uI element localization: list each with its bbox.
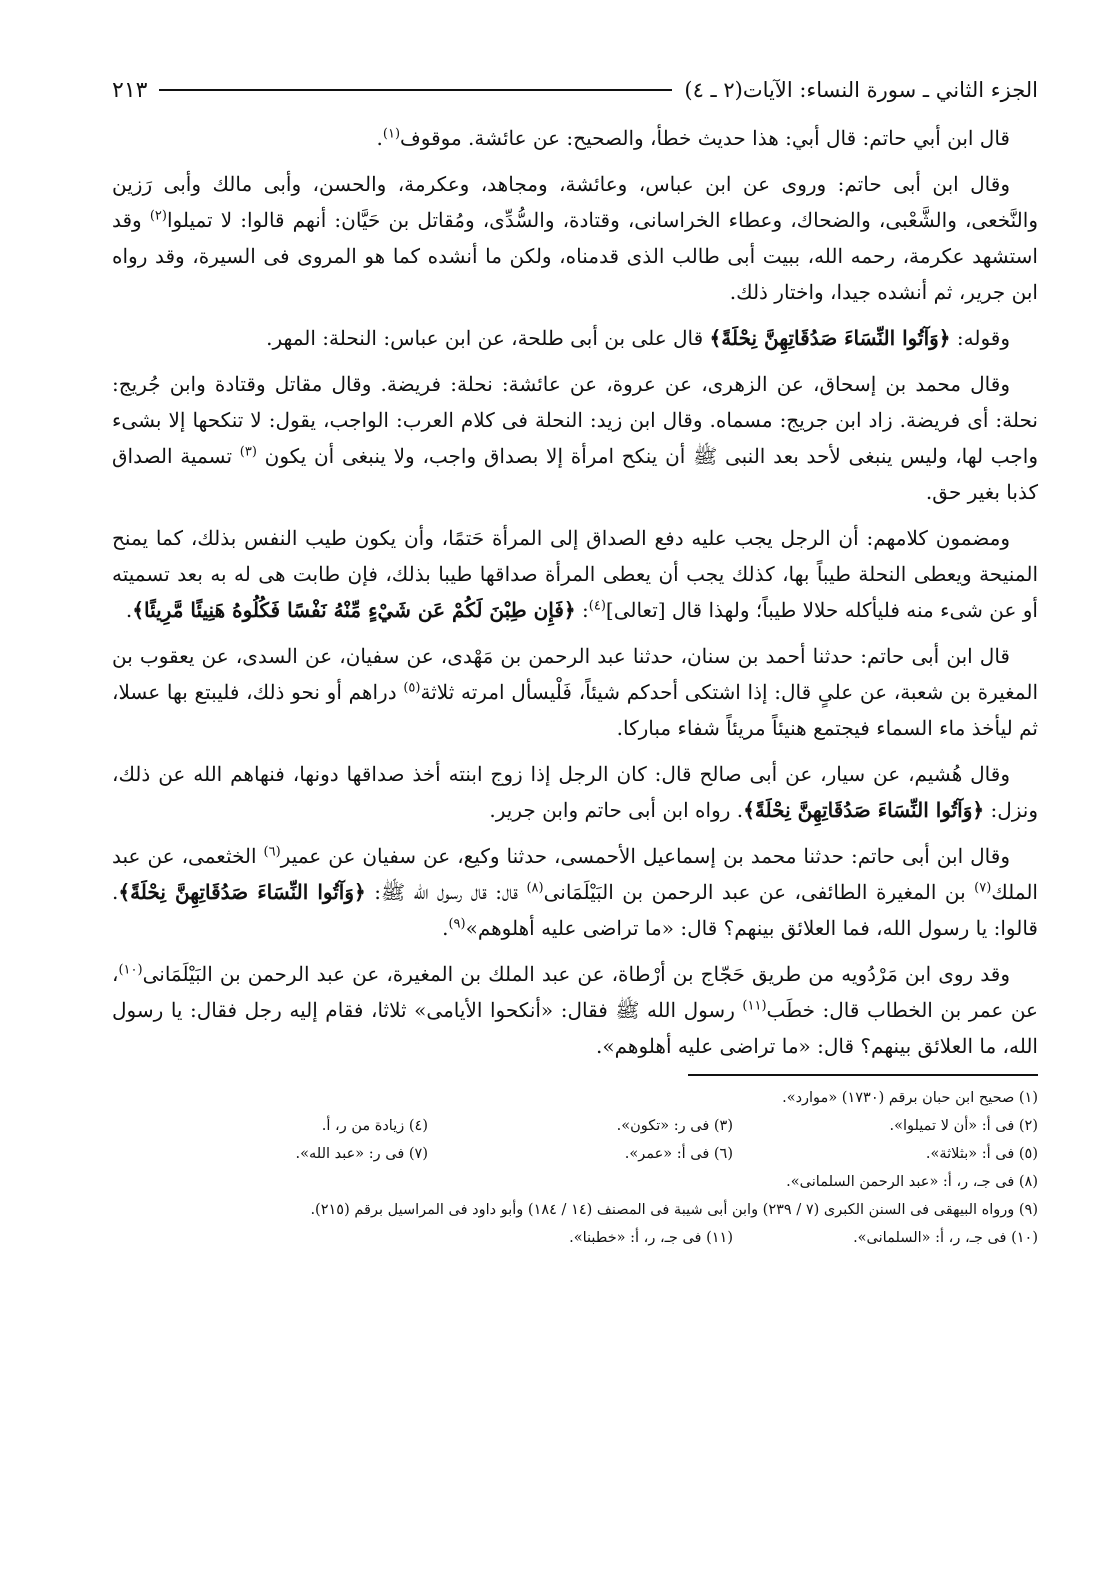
text-run: وقوله: bbox=[950, 326, 1010, 350]
footnote-marker: (٨) bbox=[526, 880, 544, 896]
text-run: : bbox=[575, 598, 589, 622]
text-run: . قالوا: يا رسول الله، فما العلائق بينهم؟ قال: «ما تراضى عليه أهلوهم» bbox=[112, 880, 1038, 940]
text-run: وقال هُشيم، عن سيار، عن أبى صالح قال: كان الرجل إذا زوج ابنته أخذ صداقها دونها، فنهاهم الله عن ذلك، ونزل: bbox=[112, 762, 1038, 822]
text-run: قال: قال رسول الله ﷺ: bbox=[365, 880, 527, 904]
footnotes bbox=[112, 1074, 1038, 1252]
footnote-marker: (٤) bbox=[588, 598, 606, 614]
footnote-marker: (٩) bbox=[448, 916, 466, 932]
text-run: وقد روى ابن مَرْدُويه من طريق حَجّاج بن أرْطاة، عن عبد الملك بن المغيرة، عن عبد الرحمن بن البَيْلَمَانى bbox=[142, 962, 1010, 986]
footnote-9: (٩) ورواه البيهقى فى السنن الكبرى (٧ / ٢٣٩) وابن أبى شيبة فى المصنف (١٤ / ١٨٤) وأبو داود فى المراسيل برقم (٢١٥). bbox=[310, 1202, 1038, 1218]
quran-verse: ﴿وَآتُوا النِّسَاءَ صَدُقَاتِهِنَّ نِحْلَةً﴾ bbox=[709, 326, 951, 350]
footnote-row bbox=[112, 1224, 1038, 1252]
footnote-marker: (٣) bbox=[239, 444, 257, 460]
footnote-marker: (٢) bbox=[149, 208, 167, 224]
text-run: ، عن عمر بن الخطاب قال: خطَب bbox=[112, 962, 1038, 1022]
quran-verse: ﴿فَإِن طِبْنَ لَكُمْ عَن شَيْءٍ مِّنْهُ نَفْسًا فَكُلُوهُ هَنِيئًا مَّرِيئًا﴾ bbox=[132, 598, 576, 622]
paragraph bbox=[112, 520, 1038, 628]
text-run: تسمية الصداق كذبا بغير حق. bbox=[112, 444, 1038, 504]
quran-verse: ﴿وَآتُوا النِّسَاءَ صَدُقَاتِهِنَّ نِحْلَةً﴾ bbox=[118, 880, 366, 904]
text-run: . رواه ابن أبى حاتم وابن جرير. bbox=[489, 798, 744, 822]
footnote-row bbox=[112, 1112, 1038, 1140]
footnote-5: (٥) فى أ: «بثلاثة». bbox=[925, 1146, 1038, 1162]
footnote-2: (٢) فى أ: «أن لا تميلوا». bbox=[889, 1118, 1038, 1134]
paragraph bbox=[112, 756, 1038, 828]
paragraph bbox=[112, 638, 1038, 746]
footnote-4: (٤) زيادة من ر، أ. bbox=[321, 1118, 428, 1134]
footnote-8: (٨) فى جـ، ر، أ: «عبد الرحمن السلمانى». bbox=[786, 1174, 1038, 1190]
text-run: قال ابن أبي حاتم: قال أبي: هذا حديث خطأ، والصحيح: عن عائشة. موقوف bbox=[400, 126, 1010, 150]
main-text bbox=[112, 120, 1038, 1064]
footnote-3: (٣) فى ر: «تكون». bbox=[616, 1118, 733, 1134]
footnote-10: (١٠) فى جـ، ر، أ: «السلمانى». bbox=[853, 1230, 1038, 1246]
quran-verse: ﴿وَآتُوا النِّسَاءَ صَدُقَاتِهِنَّ نِحْلَةً﴾ bbox=[743, 798, 985, 822]
footnote-rule bbox=[688, 1074, 1038, 1076]
paragraph bbox=[112, 320, 1038, 356]
page-number: ٢١٣ bbox=[112, 77, 148, 103]
footnote-marker: (٧) bbox=[974, 880, 992, 896]
text-run: وقال ابن أبى حاتم: وروى عن ابن عباس، وعائشة، ومجاهد، وعكرمة، والحسن، وأبى مالك وأبى رَزين والنَّخعى، والشَّعْبى، والضحاك، وعطاء الخراسانى، وقتادة، والسُّدِّى، ومُقاتل بن حَيَّان: أنهم قالوا: لا تميلوا bbox=[112, 172, 1038, 232]
text-run: قال على بن أبى طلحة، عن ابن عباس: النحلة: المهر. bbox=[266, 326, 710, 350]
text-run: رسول الله ﷺ فقال: «أنكحوا الأيامى» ثلاثا، فقام إليه رجل فقال: يا رسول الله، ما العلائق بينهم؟ قال: «ما تراضى عليه أهلوهم». bbox=[112, 998, 1038, 1058]
text-run: . bbox=[442, 916, 449, 940]
footnote-marker: (٦) bbox=[263, 844, 281, 860]
footnote-marker: (١٠) bbox=[118, 962, 143, 978]
text-run: وقال ابن أبى حاتم: حدثنا محمد بن إسماعيل الأحمسى، حدثنا وكيع، عن سفيان عن عمير bbox=[280, 844, 1010, 868]
footnote-marker: (١١) bbox=[742, 998, 767, 1014]
footnote-marker: (١) bbox=[382, 126, 401, 142]
paragraph bbox=[112, 166, 1038, 310]
footnote-marker: (٥) bbox=[403, 680, 421, 696]
text-run: الخثعمى، عن عبد الملك bbox=[112, 844, 1038, 904]
text-run: وقد استشهد عكرمة، رحمه الله، ببيت أبى طالب الذى قدمناه، ولكن ما أنشده كما هو المروى فى السيرة، وقد رواه ابن جرير، ثم أنشده جيدا، واختار ذلك. bbox=[112, 208, 1038, 304]
text-run: دراهم أو نحو ذلك، فليبتع بها عسلا، ثم ليأخذ ماء السماء فيجتمع هنيئاً مريئاً شفاء مباركا. bbox=[112, 680, 1038, 740]
text-run: وقال محمد بن إسحاق، عن الزهرى، عن عروة، عن عائشة: نحلة: فريضة. وقال مقاتل وقتادة وابن جُريج: نحلة: أى فريضة. زاد ابن جريج: مسماه. وقال ابن زيد: النحلة فى كلام العرب: الواجب، يقول: لا تنكحها إلا بشىء واجب لها، وليس ينبغى لأحد بعد النبى ﷺ أن ينكح امرأة إلا بصداق واجب، ولا ينبغى أن يكون bbox=[112, 372, 1039, 468]
text-run: . bbox=[376, 126, 383, 150]
footnote-6: (٦) فى أ: «عمر». bbox=[624, 1146, 733, 1162]
paragraph bbox=[112, 366, 1038, 510]
footnote-row bbox=[112, 1140, 1038, 1168]
text-run: بن المغيرة الطائفى، عن عبد الرحمن بن البَيْلَمَانى bbox=[543, 880, 975, 904]
text-run: . bbox=[125, 598, 133, 622]
paragraph bbox=[112, 838, 1038, 946]
header-rule bbox=[159, 89, 672, 91]
page-header bbox=[112, 70, 1038, 110]
footnote-1: (١) صحيح ابن حبان برقم (١٧٣٠) «موارد». bbox=[782, 1090, 1038, 1106]
text-run: ومضمون كلامهم: أن الرجل يجب عليه دفع الصداق إلى المرأة حَتمًا، وأن يكون طيب النفس بذلك، كما يمنح المنيحة ويعطى النحلة طيباً بها، كذلك يجب أن يعطى المرأة صداقها طيبا بذلك، فإن طابت هى له به بعد تسميته أو عن شىء منه فليأكله حلالا طيباً؛ ولهذا قال [تعالى] bbox=[112, 526, 1038, 622]
footnote-11: (١١) فى جـ، ر، أ: «خطبنا». bbox=[569, 1230, 733, 1246]
text-run: قال ابن أبى حاتم: حدثنا أحمد بن سنان، حدثنا عبد الرحمن بن مَهْدى، عن سفيان، عن السدى، عن يعقوب بن المغيرة بن شعبة، عن علىٍ قال: إذا اشتكى أحدكم شيئاً، فَلْيسأل امرته ثلاثة bbox=[112, 644, 1038, 704]
running-title: الجزء الثاني ـ سورة النساء: الآيات(٢ ـ ٤) bbox=[684, 78, 1038, 102]
paragraph bbox=[112, 956, 1038, 1064]
paragraph bbox=[112, 120, 1038, 156]
footnote-7: (٧) فى ر: «عبد الله». bbox=[295, 1146, 428, 1162]
